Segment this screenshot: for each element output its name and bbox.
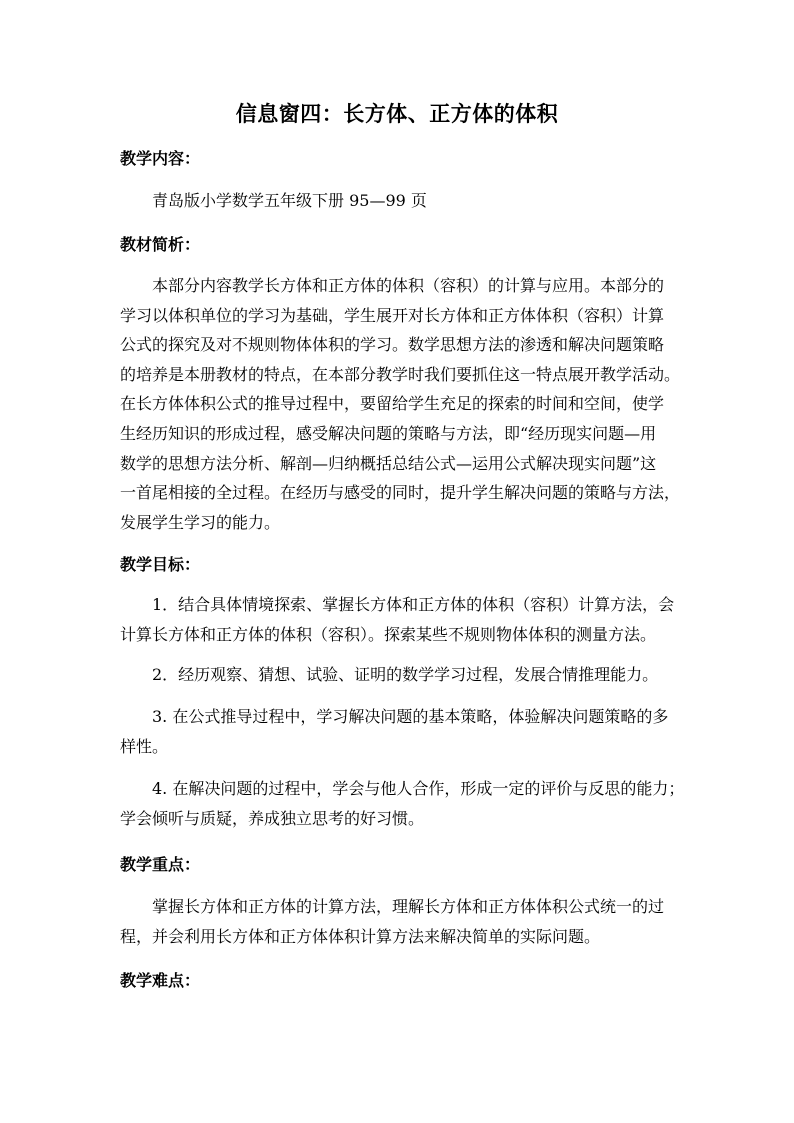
heading-key-points: 教学重点： bbox=[120, 855, 201, 874]
analysis-line: 学习以体积单位的学习为基础，学生展开对长方体和正方体体积（容积）计算 bbox=[120, 305, 665, 325]
heading-content: 教学内容： bbox=[120, 149, 201, 168]
content-line: 青岛版小学数学五年级下册 95—99 页 bbox=[152, 191, 427, 210]
heading-difficulties: 教学难点： bbox=[120, 971, 201, 990]
key-points-line: 掌握长方体和正方体的计算方法，理解长方体和正方体体积公式统一的过 bbox=[152, 897, 665, 916]
goal-line: 样性。 bbox=[120, 736, 169, 756]
goal-item-4 bbox=[120, 774, 685, 833]
goal-line: 1．结合具体情境探索、掌握长方体和正方体的体积（容积）计算方法，会 bbox=[152, 595, 675, 614]
analysis-line: 本部分内容教学长方体和正方体的体积（容积）的计算与应用。本部分的 bbox=[152, 276, 665, 295]
analysis-paragraph bbox=[120, 271, 680, 537]
key-points-line: 程，并会利用长方体和正方体体积计算方法来解决简单的实际问题。 bbox=[120, 926, 601, 946]
goal-item-1 bbox=[120, 590, 680, 649]
goal-line: 4. 在解决问题的过程中，学会与他人合作，形成一定的评价与反思的能力； bbox=[152, 779, 685, 798]
goal-line: 2．经历观察、猜想、试验、证明的数学学习过程，发展合情推理能力。 bbox=[152, 665, 659, 684]
analysis-line: 在长方体体积公式的推导过程中，要留给学生充足的探索的时间和空间，使学 bbox=[120, 394, 665, 414]
goal-item-2 bbox=[120, 660, 680, 690]
analysis-line: 发展学生学习的能力。 bbox=[120, 512, 281, 532]
analysis-line: 一首尾相接的全过程。在经历与感受的同时，提升学生解决问题的策略与方法， bbox=[120, 483, 681, 503]
content-text bbox=[120, 186, 680, 216]
goal-line: 学会倾听与质疑，养成独立思考的好习惯。 bbox=[120, 808, 425, 828]
key-points-paragraph bbox=[120, 892, 680, 951]
goal-line: 3. 在公式推导过程中，学习解决问题的基本策略，体验解决问题策略的多 bbox=[152, 707, 669, 726]
analysis-line: 公式的探究及对不规则物体体积的学习。数学思想方法的渗透和解决问题策略 bbox=[120, 335, 665, 355]
goal-line: 计算长方体和正方体的体积（容积）。探索某些不规则物体体积的测量方法。 bbox=[120, 624, 657, 644]
document-title: 信息窗四：长方体、正方体的体积 bbox=[235, 101, 559, 126]
analysis-line: 生经历知识的形成过程，感受解决问题的策略与方法，即“经历现实问题—用 bbox=[120, 423, 657, 443]
analysis-line: 数学的思想方法分析、解剖—归纳概括总结公式—运用公式解决现实问题”这 bbox=[120, 453, 657, 473]
heading-goals: 教学目标： bbox=[120, 555, 201, 574]
goal-item-3 bbox=[120, 702, 680, 761]
heading-analysis: 教材简析： bbox=[120, 235, 201, 254]
analysis-line: 的培养是本册教材的特点，在本部分教学时我们要抓住这一特点展开教学活动。 bbox=[120, 364, 681, 384]
